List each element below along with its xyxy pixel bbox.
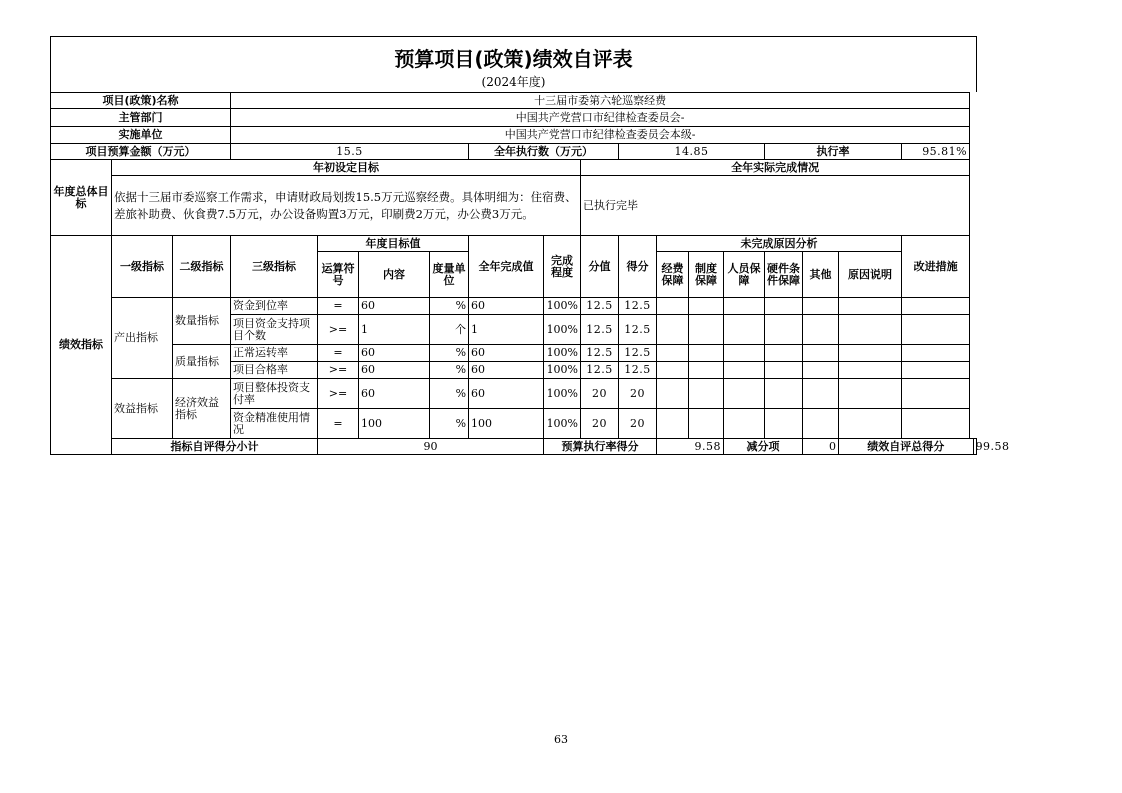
empty-cell xyxy=(902,345,970,362)
empty-cell xyxy=(724,315,765,345)
row-annual: 60 xyxy=(469,362,544,379)
row-degree: 100% xyxy=(544,298,581,315)
empty-cell xyxy=(657,409,689,439)
score-value-header: 分值 xyxy=(581,236,619,298)
row-annual: 100 xyxy=(469,409,544,439)
empty-cell xyxy=(902,298,970,315)
row-name: 项目整体投资支付率 xyxy=(231,379,318,409)
row-value: 12.5 xyxy=(581,315,619,345)
empty-cell xyxy=(839,379,902,409)
improve-header: 改进措施 xyxy=(902,236,970,298)
row-value: 20 xyxy=(581,379,619,409)
initial-goal-header: 年初设定目标 xyxy=(112,160,581,176)
empty-cell xyxy=(902,362,970,379)
row-annual: 60 xyxy=(469,345,544,362)
goals-label: 年度总体目标 xyxy=(51,160,112,236)
row-degree: 100% xyxy=(544,362,581,379)
empty-cell xyxy=(724,362,765,379)
empty-cell xyxy=(657,315,689,345)
empty-cell xyxy=(689,298,724,315)
row-degree: 100% xyxy=(544,379,581,409)
empty-cell xyxy=(765,298,803,315)
row-content: 60 xyxy=(359,362,430,379)
system-header: 制度保障 xyxy=(689,252,724,298)
row-score: 20 xyxy=(619,379,657,409)
row-score: 12.5 xyxy=(619,345,657,362)
output-group: 产出指标 xyxy=(112,298,173,379)
empty-cell xyxy=(765,345,803,362)
deduct-value: 0 xyxy=(803,439,839,455)
row-name: 正常运转率 xyxy=(231,345,318,362)
empty-cell xyxy=(689,315,724,345)
page-subtitle: (2024年度) xyxy=(481,75,546,89)
empty-cell xyxy=(657,362,689,379)
empty-cell xyxy=(839,409,902,439)
page-title: 预算项目(政策)绩效自评表 xyxy=(394,47,633,71)
level3-header: 三级指标 xyxy=(231,236,318,298)
row-name: 资金精准使用情况 xyxy=(231,409,318,439)
empty-cell xyxy=(689,409,724,439)
row-content: 60 xyxy=(359,298,430,315)
row-name: 项目合格率 xyxy=(231,362,318,379)
rate-value: 95.81% xyxy=(902,144,970,160)
empty-cell xyxy=(803,298,839,315)
unfinished-group-header: 未完成原因分析 xyxy=(657,236,902,252)
evaluation-table xyxy=(50,92,1010,455)
budget-rate-label: 预算执行率得分 xyxy=(544,439,657,455)
row-unit: % xyxy=(430,345,469,362)
content-header: 内容 xyxy=(359,252,430,298)
empty-cell xyxy=(803,379,839,409)
empty-cell xyxy=(803,409,839,439)
reason-header: 原因说明 xyxy=(839,252,902,298)
row-op: >= xyxy=(318,379,359,409)
row-value: 12.5 xyxy=(581,345,619,362)
empty-cell xyxy=(724,298,765,315)
title-box xyxy=(50,36,977,92)
row-content: 60 xyxy=(359,379,430,409)
empty-cell xyxy=(689,345,724,362)
project-name-label: 项目(政策)名称 xyxy=(51,93,231,109)
row-score: 12.5 xyxy=(619,362,657,379)
row-name: 项目资金支持项目个数 xyxy=(231,315,318,345)
budget-rate-value: 9.58 xyxy=(657,439,724,455)
op-header: 运算符号 xyxy=(318,252,359,298)
page-number: 63 xyxy=(554,733,568,746)
empty-cell xyxy=(839,345,902,362)
empty-cell xyxy=(902,315,970,345)
initial-goal-text: 依据十三届市委巡察工作需求，申请财政局划拨15.5万元巡察经费。具体明细为：住宿费、差旅补助费、伙食费7.5万元，办公设备购置3万元，印刷费2万元，办公费3万元。 xyxy=(112,176,581,236)
empty-cell xyxy=(689,379,724,409)
deduct-label: 减分项 xyxy=(724,439,803,455)
staff-header: 人员保障 xyxy=(724,252,765,298)
row-score: 12.5 xyxy=(619,315,657,345)
empty-cell xyxy=(724,345,765,362)
fund-header: 经费保障 xyxy=(657,252,689,298)
row-value: 12.5 xyxy=(581,362,619,379)
exec-label: 全年执行数（万元） xyxy=(469,144,619,160)
row-unit: 个 xyxy=(430,315,469,345)
empty-cell xyxy=(765,315,803,345)
rate-label: 执行率 xyxy=(765,144,902,160)
subtotal-label: 指标自评得分小计 xyxy=(112,439,318,455)
total-value: 99.58 xyxy=(973,439,976,455)
row-op: = xyxy=(318,409,359,439)
row-content: 1 xyxy=(359,315,430,345)
degree-header: 完成程度 xyxy=(544,236,581,298)
row-degree: 100% xyxy=(544,409,581,439)
row-score: 12.5 xyxy=(619,298,657,315)
dept-value: 中国共产党营口市纪律检查委员会- xyxy=(231,109,970,127)
row-degree: 100% xyxy=(544,315,581,345)
economic-group: 经济效益指标 xyxy=(173,379,231,439)
row-annual: 60 xyxy=(469,379,544,409)
empty-cell xyxy=(765,379,803,409)
actual-text: 已执行完毕 xyxy=(581,176,970,236)
empty-cell xyxy=(724,379,765,409)
level1-header: 一级指标 xyxy=(112,236,173,298)
row-annual: 60 xyxy=(469,298,544,315)
budget-value: 15.5 xyxy=(231,144,469,160)
empty-cell xyxy=(765,409,803,439)
impl-value: 中国共产党营口市纪律检查委员会本级- xyxy=(231,127,970,144)
empty-cell xyxy=(803,345,839,362)
impl-label: 实施单位 xyxy=(51,127,231,144)
row-op: = xyxy=(318,345,359,362)
exec-value: 14.85 xyxy=(619,144,765,160)
subtotal-value: 90 xyxy=(318,439,544,455)
row-op: = xyxy=(318,298,359,315)
hardware-header: 硬件条件保障 xyxy=(765,252,803,298)
empty-cell xyxy=(839,362,902,379)
empty-cell xyxy=(657,298,689,315)
evaluation-sheet xyxy=(50,36,1010,455)
row-value: 12.5 xyxy=(581,298,619,315)
other-header: 其他 xyxy=(803,252,839,298)
score-header: 得分 xyxy=(619,236,657,298)
actual-header: 全年实际完成情况 xyxy=(581,160,970,176)
row-degree: 100% xyxy=(544,345,581,362)
empty-cell xyxy=(803,315,839,345)
project-name: 十三届市委第六轮巡察经费 xyxy=(231,93,970,109)
empty-cell xyxy=(839,315,902,345)
total-label: 绩效自评总得分 xyxy=(839,439,974,455)
empty-cell xyxy=(803,362,839,379)
row-unit: % xyxy=(430,379,469,409)
row-score: 20 xyxy=(619,409,657,439)
row-op: >= xyxy=(318,315,359,345)
empty-cell xyxy=(902,409,970,439)
budget-label: 项目预算金额（万元） xyxy=(51,144,231,160)
row-content: 100 xyxy=(359,409,430,439)
row-name: 资金到位率 xyxy=(231,298,318,315)
unit-header: 度量单位 xyxy=(430,252,469,298)
empty-cell xyxy=(839,298,902,315)
row-op: >= xyxy=(318,362,359,379)
row-value: 20 xyxy=(581,409,619,439)
empty-cell xyxy=(902,379,970,409)
level2-header: 二级指标 xyxy=(173,236,231,298)
perf-label: 绩效指标 xyxy=(51,236,112,455)
empty-cell xyxy=(657,379,689,409)
row-unit: % xyxy=(430,298,469,315)
row-unit: % xyxy=(430,409,469,439)
empty-cell xyxy=(724,409,765,439)
empty-cell xyxy=(689,362,724,379)
empty-cell xyxy=(765,362,803,379)
benefit-group: 效益指标 xyxy=(112,379,173,439)
dept-label: 主管部门 xyxy=(51,109,231,127)
quantity-group: 数量指标 xyxy=(173,298,231,345)
annual-header: 全年完成值 xyxy=(469,236,544,298)
row-content: 60 xyxy=(359,345,430,362)
target-group-header: 年度目标值 xyxy=(318,236,469,252)
empty-cell xyxy=(657,345,689,362)
quality-group: 质量指标 xyxy=(173,345,231,379)
row-unit: % xyxy=(430,362,469,379)
row-annual: 1 xyxy=(469,315,544,345)
